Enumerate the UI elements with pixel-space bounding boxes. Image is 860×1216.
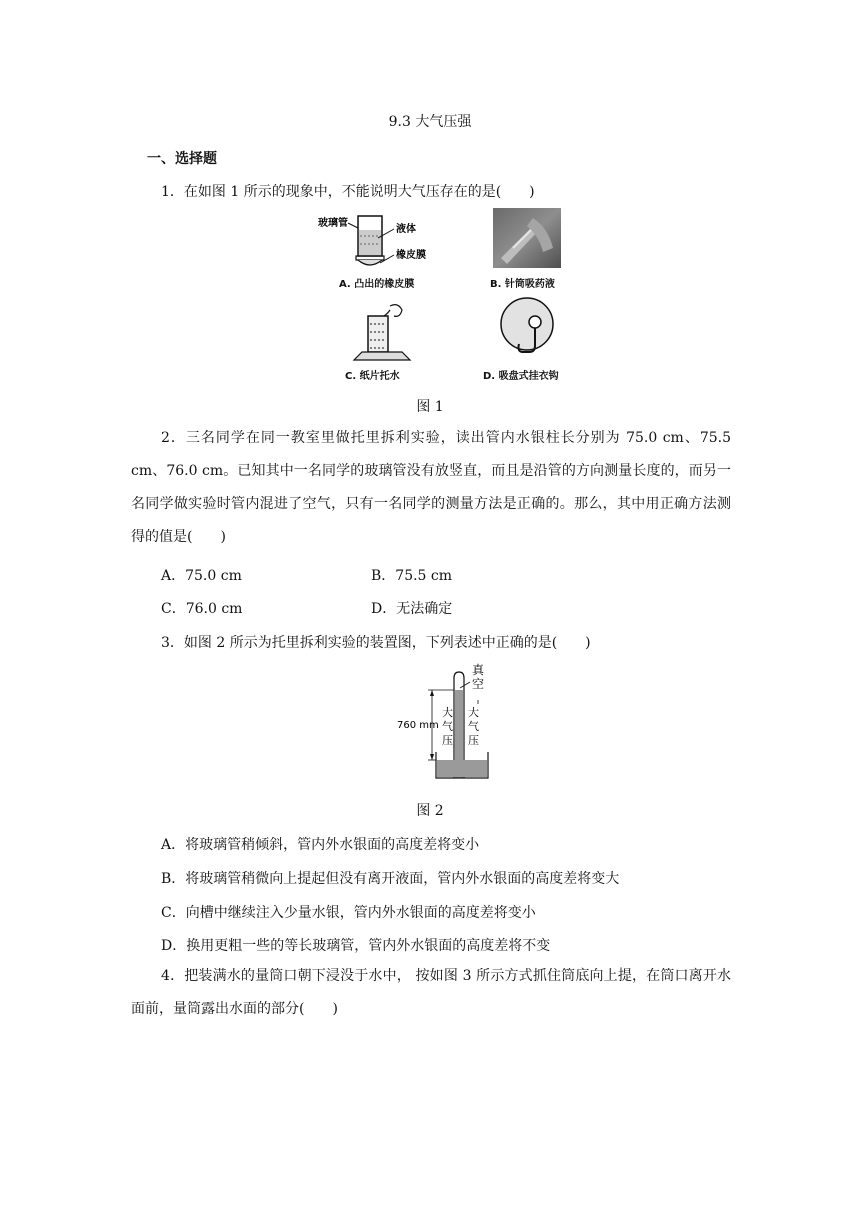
figure-1c-paper-holds-water: [350, 300, 420, 362]
label-atm-left-2: 气: [442, 720, 453, 733]
figure-1-caption: 图 1: [416, 399, 444, 415]
figure-2-torricelli-apparatus: [392, 660, 502, 784]
q2-option-d: D．无法确定: [371, 601, 453, 617]
label-atm-right-2: 气: [468, 720, 479, 733]
label-glass-tube: 玻璃管: [318, 218, 348, 229]
question-3-stem: 3．如图 2 所示为托里拆利实验的装置图，下列表述中正确的是( ): [161, 635, 591, 651]
q3-option-c: C．向槽中继续注入少量水银，管内外水银面的高度差将变小: [161, 905, 536, 921]
label-vacuum-2: 空: [472, 677, 485, 691]
question-4-stem: 4．把装满水的量筒口朝下浸没于水中， 按如图 3 所示方式抓住筒底向上提，在筒口离开水面前，量筒露出水面的部分( ): [131, 968, 731, 1017]
q2-option-c: C．76.0 cm: [161, 601, 243, 617]
label-atm-left-1: 大: [442, 706, 453, 719]
q2-option-b: B．75.5 cm: [371, 568, 453, 584]
figure-1d-suction-hook: [497, 296, 561, 358]
figure-1b-caption: B. 针筒吸药液: [490, 279, 555, 290]
figure-1c-caption: C. 纸片托水: [345, 371, 400, 382]
figure-2-caption: 图 2: [416, 803, 444, 819]
label-rubber-film: 橡皮膜: [396, 250, 426, 261]
figure-1a-caption: A. 凸出的橡皮膜: [339, 279, 415, 290]
question-2-stem: 2．三名同学在同一教室里做托里拆利实验，读出管内水银柱长分别为 75.0 cm、75.5 cm、76.0 cm。已知其中一名同学的玻璃管没有放竖直，而且是沿管的方向测量长度的，而另一名同学做实验时管内混进了空气，只有一名同学的测量方法是正确的。那么，其中用正确方法测得的值是( ): [131, 430, 731, 545]
section-heading: 一、选择题: [147, 151, 217, 167]
document-title: 9.3 大气压强: [388, 114, 472, 130]
q3-option-b: B．将玻璃管稍微向上提起但没有离开液面，管内外水银面的高度差将变大: [161, 871, 620, 887]
q3-option-a: A．将玻璃管稍倾斜，管内外水银面的高度差将变小: [161, 837, 480, 853]
label-760mm: 760 mm: [397, 720, 439, 731]
label-atm-right-3: 压: [468, 734, 479, 747]
label-liquid: 液体: [396, 224, 416, 235]
q2-option-a: A．75.0 cm: [161, 568, 242, 584]
question-1-stem: 1．在如图 1 所示的现象中，不能说明大气压存在的是( ): [161, 184, 535, 200]
label-vacuum-1: 真: [472, 663, 485, 677]
figure-1d-caption: D. 吸盘式挂衣钩: [483, 371, 559, 382]
label-atm-left-3: 压: [442, 734, 453, 747]
q3-option-d: D．换用更粗一些的等长玻璃管，管内外水银面的高度差将不变: [161, 938, 551, 954]
figure-1b-syringe-photo: [493, 208, 561, 268]
label-atm-right-1: 大: [468, 706, 479, 719]
